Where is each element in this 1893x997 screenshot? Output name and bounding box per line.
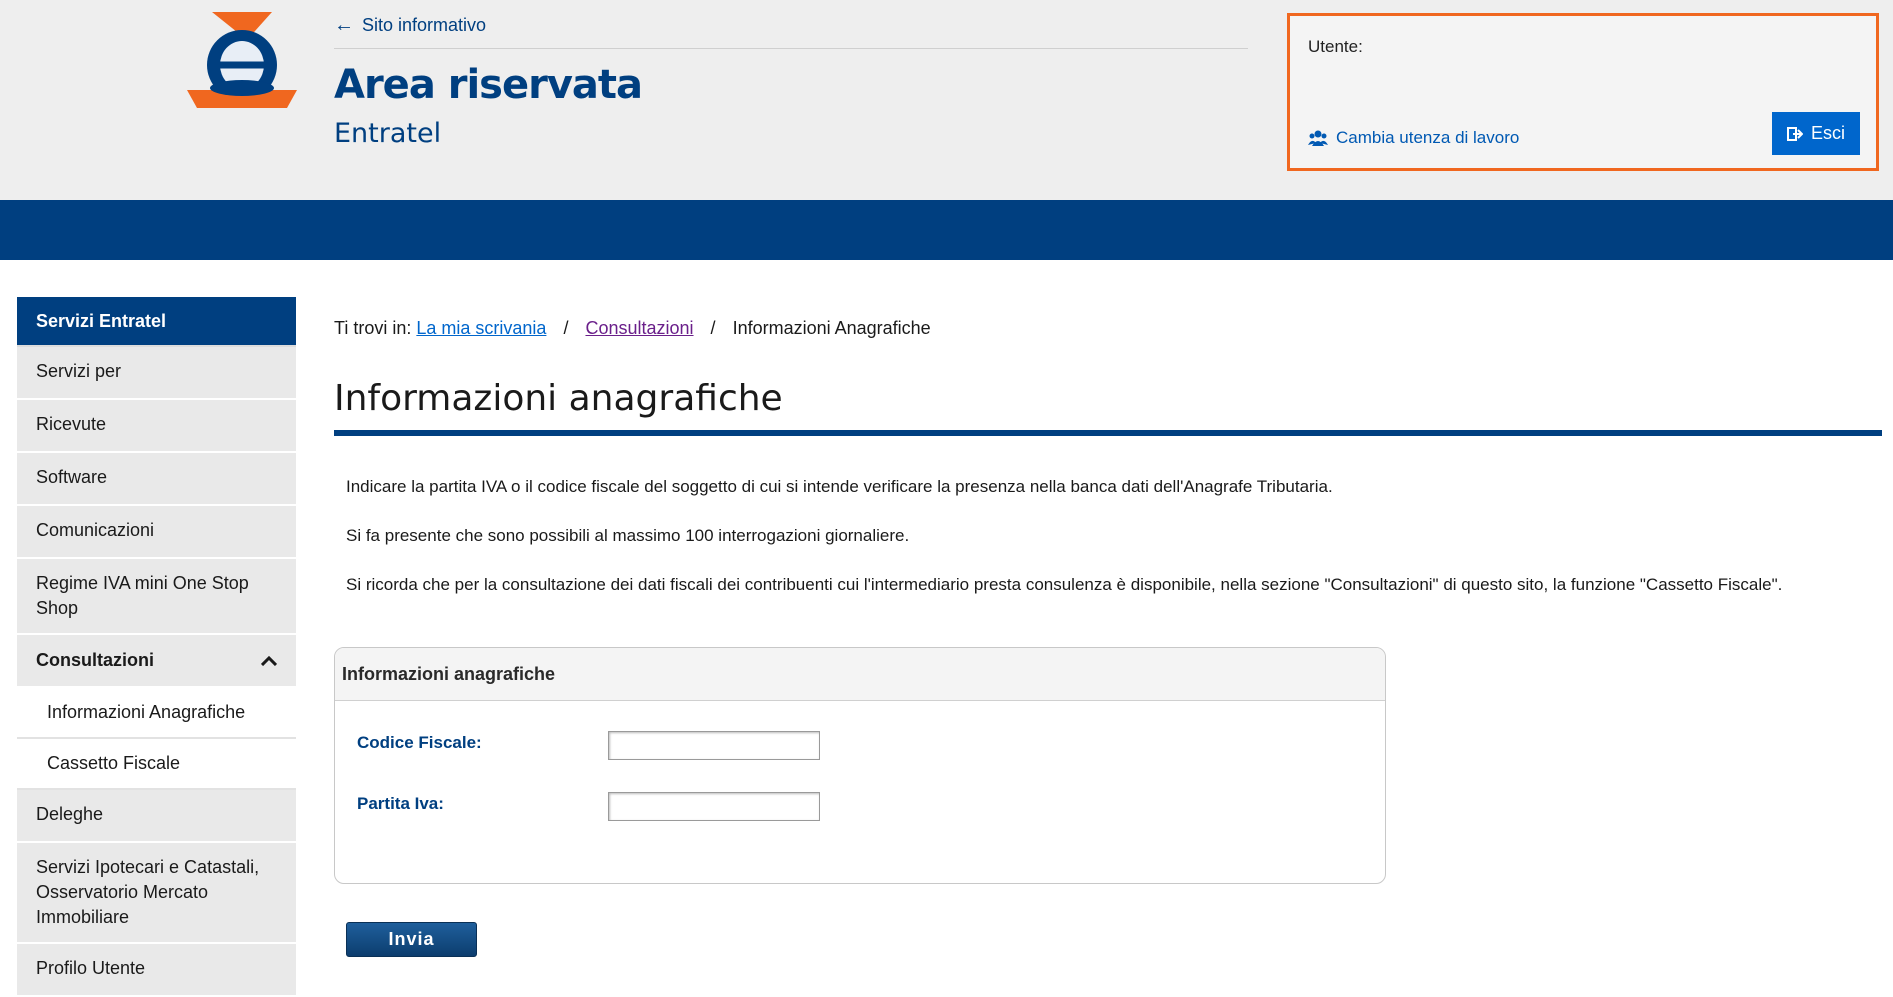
page-header [0, 0, 1893, 200]
lookup-form [334, 647, 1386, 884]
switch-user-label: Cambia utenza di lavoro [1336, 128, 1520, 147]
breadcrumb [334, 318, 931, 339]
sidebar-item-profilo-utente[interactable]: Profilo Utente [17, 944, 296, 997]
partita-iva-input[interactable] [608, 792, 820, 821]
sidebar-item-deleghe[interactable]: Deleghe [17, 790, 296, 843]
sidebar-item-servizi-per[interactable]: Servizi per [17, 347, 296, 400]
breadcrumb-separator: / [710, 318, 716, 338]
sidebar-item-servizi-ipotecari[interactable]: Servizi Ipotecari e Catastali, Osservatorio Mercato Immobiliare [17, 843, 296, 944]
back-to-info-site-link[interactable] [334, 14, 486, 37]
user-label: Utente: [1308, 37, 1363, 56]
sidebar-subitem-informazioni-anagrafiche[interactable]: Informazioni Anagrafiche [17, 688, 296, 739]
submit-button[interactable]: Invia [346, 922, 477, 957]
sidebar [17, 297, 296, 997]
codice-fiscale-input[interactable] [608, 731, 820, 760]
sidebar-item-label: Consultazioni [36, 650, 154, 670]
breadcrumb-link-consultazioni[interactable]: Consultazioni [585, 318, 694, 338]
partita-iva-label: Partita Iva: [357, 794, 444, 813]
breadcrumb-current: Informazioni Anagrafiche [732, 318, 931, 338]
cassetto-notice: Si ricorda che per la consultazione dei dati fiscali dei contribuenti cui l'intermediario presta consulenza è disponibile, nella sezione "Consultazioni" di questo sito, la funzione "Cassetto Fiscale". [346, 575, 1783, 594]
arrow-left-icon: ← [334, 14, 354, 36]
switch-user-link[interactable] [1308, 128, 1519, 148]
form-title: Informazioni anagrafiche [335, 648, 1385, 701]
sidebar-heading[interactable]: Servizi Entratel [17, 297, 296, 347]
instruction-text: Indicare la partita IVA o il codice fiscale del soggetto di cui si intende verificare la presenza nella banca dati dell'Anagrafe Tributaria. [346, 477, 1333, 496]
chevron-up-icon [261, 648, 277, 673]
page-title: Informazioni anagrafiche [334, 378, 783, 419]
breadcrumb-link-scrivania[interactable]: La mia scrivania [416, 318, 547, 338]
exit-label: Esci [1810, 123, 1845, 143]
codice-fiscale-label: Codice Fiscale: [357, 733, 482, 752]
sidebar-item-software[interactable]: Software [17, 453, 296, 506]
nav-band [0, 200, 1893, 260]
breadcrumb-prefix: Ti trovi in: [334, 318, 412, 338]
sidebar-item-comunicazioni[interactable]: Comunicazioni [17, 506, 296, 559]
users-icon [1308, 130, 1328, 146]
sidebar-subitem-cassetto-fiscale[interactable]: Cassetto Fiscale [17, 739, 296, 790]
header-divider [334, 48, 1248, 49]
area-title: Area riservata [334, 62, 643, 108]
sidebar-item-regime-iva[interactable]: Regime IVA mini One Stop Shop [17, 559, 296, 635]
limit-notice: Si fa presente che sono possibili al massimo 100 interrogazioni giornaliere. [346, 526, 910, 545]
title-rule [334, 430, 1882, 436]
back-link-label: Sito informativo [362, 15, 487, 35]
breadcrumb-separator: / [563, 318, 569, 338]
exit-button[interactable] [1772, 112, 1860, 155]
agenzia-entrate-logo [187, 10, 297, 110]
area-subtitle: Entratel [334, 118, 442, 149]
sidebar-item-consultazioni[interactable] [17, 635, 296, 688]
user-panel [1287, 13, 1879, 171]
sidebar-item-ricevute[interactable]: Ricevute [17, 400, 296, 453]
sign-out-icon [1787, 126, 1803, 142]
